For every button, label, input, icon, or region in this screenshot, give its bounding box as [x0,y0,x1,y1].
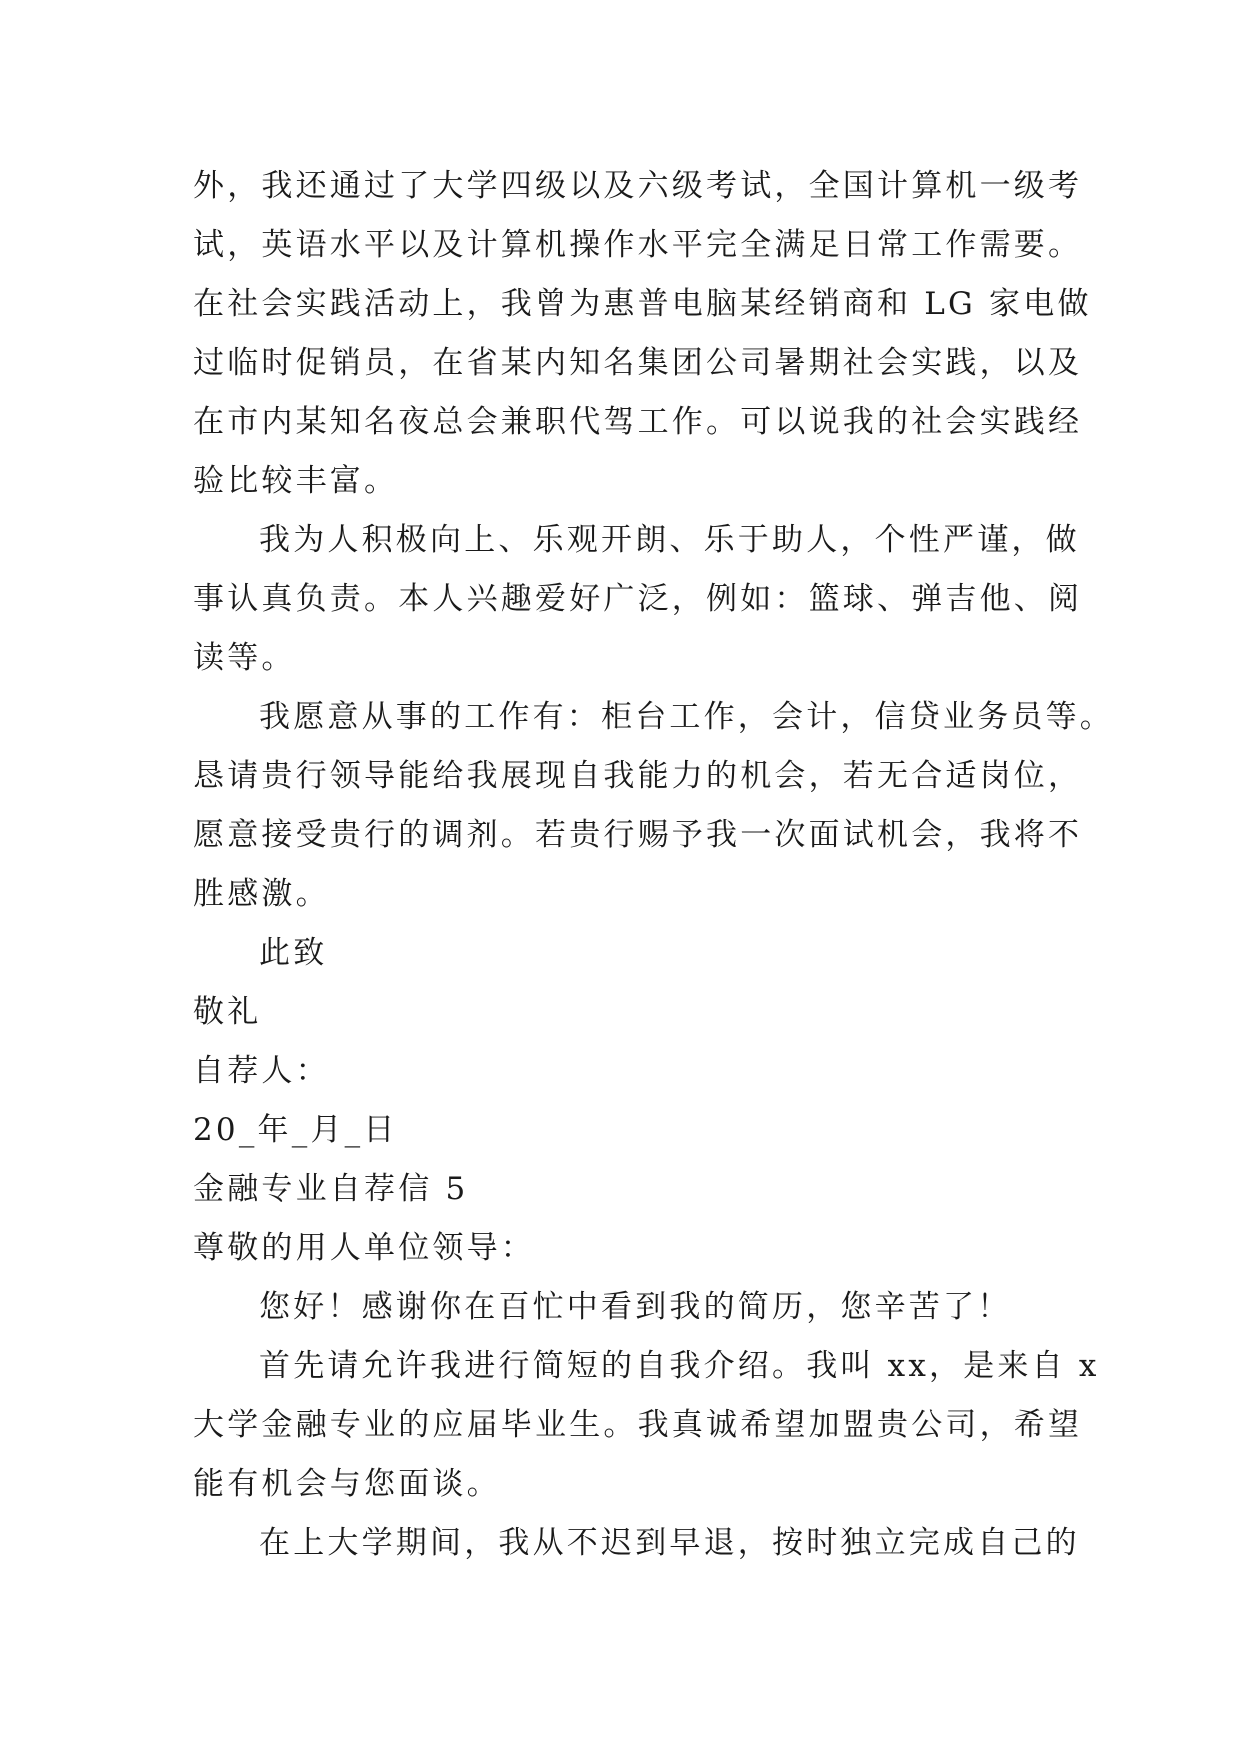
letter-greeting: 尊敬的用人单位领导： [193,1230,535,1266]
text-line: 验比较丰富。 [193,463,399,499]
section-title: 金融专业自荐信 5 [193,1171,469,1207]
closing-salutation: 此致 [259,935,328,971]
paragraph-start-line: 您好！感谢你在百忙中看到我的简历，您辛苦了！ [259,1289,1012,1325]
paragraph-start-line: 我愿意从事的工作有：柜台工作，会计，信贷业务员等。 [259,699,1114,735]
paragraph-start-line: 我为人积极向上、乐观开朗、乐于助人，个性严谨，做 [259,522,1080,558]
text-line: 过临时促销员，在省某内知名集团公司暑期社会实践，以及 [193,345,1083,381]
signature-label: 自荐人： [193,1053,330,1089]
closing-regards: 敬礼 [193,994,262,1030]
text-line: 外，我还通过了大学四级以及六级考试，全国计算机一级考 [193,168,1083,204]
text-line: 胜感激。 [193,876,330,912]
date-line: 20_年_月_日 [193,1112,398,1148]
text-line: 愿意接受贵行的调剂。若贵行赐予我一次面试机会，我将不 [193,817,1083,853]
text-line: 读等。 [193,640,296,676]
text-line: 在社会实践活动上，我曾为惠普电脑某经销商和 LG 家电做 [193,286,1092,322]
text-line: 事认真负责。本人兴趣爱好广泛，例如：篮球、弹吉他、阅 [193,581,1083,617]
paragraph-start-line: 首先请允许我进行简短的自我介绍。我叫 xx，是来自 x [259,1348,1100,1384]
paragraph-start-line: 在上大学期间，我从不迟到早退，按时独立完成自己的 [259,1525,1080,1561]
text-line: 在市内某知名夜总会兼职代驾工作。可以说我的社会实践经 [193,404,1083,440]
text-line: 大学金融专业的应届毕业生。我真诚希望加盟贵公司，希望 [193,1407,1083,1443]
text-line: 能有机会与您面谈。 [193,1466,501,1502]
document-body [193,157,1114,1573]
text-line: 恳请贵行领导能给我展现自我能力的机会，若无合适岗位， [193,758,1083,794]
text-line: 试，英语水平以及计算机操作水平完全满足日常工作需要。 [193,227,1083,263]
